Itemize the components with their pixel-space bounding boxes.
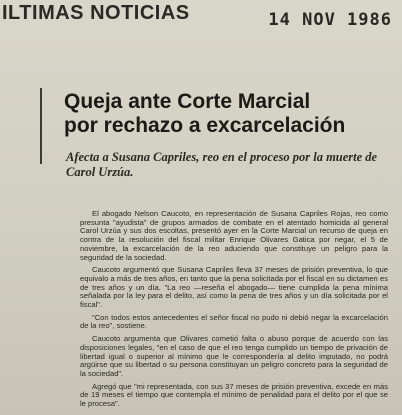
section-header: ILTIMAS NOTICIAS bbox=[2, 2, 190, 24]
paragraph: Caucoto argumentó que Susana Capriles lleva 37 meses de prisión preventiva, lo que equivalo a más de tres años, en tanto que la pena solicitada por el fiscal en su dictamen es de tres años y un día. "La reo —reseña el abogado— tiene cumplida la pena mínima señalada por la ley para el delito, así como la pena de tres años y un día solicitada por el fiscal". bbox=[80, 265, 388, 310]
article-body bbox=[80, 210, 388, 409]
paragraph: "Con todos estos antecedentes el señor fiscal no pudo ni debió negar la excarcelación de la reo", sostiene. bbox=[80, 312, 388, 331]
paragraph: El abogado Nelson Caucoto, en representación de Susana Capriles Rojas, reo como presunta "ayudista" de grupos armados de combate en el atentado homicida al general Carol Urzúa y sus dos escoltas, presentó ayer en la Corte Marcial un recurso de queja en contra de la resolución del fiscal militar Enrique Olivares Gatica por negar, el 5 de noviembre, la excarcelación de la reo aduciendo que constituye un peligro para la seguridad de la sociedad. bbox=[80, 209, 388, 262]
date-stamp: 14 NOV 1986 bbox=[268, 10, 392, 30]
headline-line-2: por rechazo a excarcelación bbox=[64, 114, 346, 137]
headline bbox=[64, 90, 394, 138]
headline-rule bbox=[40, 88, 42, 164]
subheadline: Afecta a Susana Capriles, reo en el proceso por la muerte de Carol Urzúa. bbox=[66, 150, 378, 179]
headline-line-1: Queja ante Corte Marcial bbox=[64, 90, 311, 113]
paragraph: Agregó que "mi representada, con sus 37 meses de prisión preventiva, excede en más de 19 meses el tiempo que contempla el mínimo de penalidad para el delito por el que se le procesa". bbox=[80, 381, 388, 409]
paragraph: Caucoto argumenta que Olivares cometió falta o abuso porque de acuerdo con las disposiciones legales, "en el caso de que el reo tenga cumplido un tiempo de privación de libertad igual o superior al mínimo que le correspondería al delito imputado, no podrá argüirse que su libertad o su persona constituyan un peligro concreto para la seguridad de la sociedad". bbox=[80, 334, 388, 378]
